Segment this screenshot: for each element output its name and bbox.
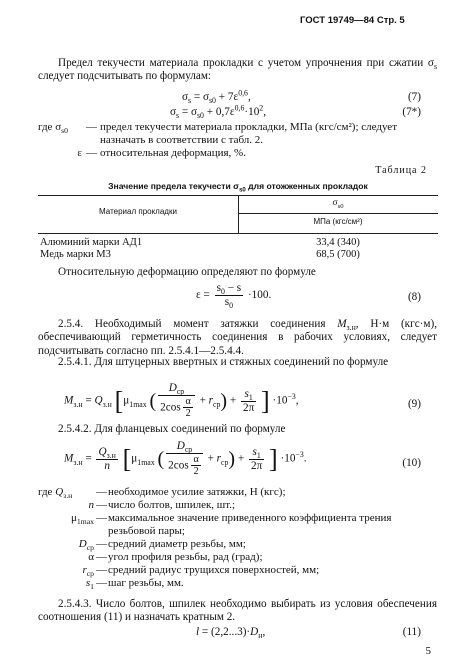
legend-text: число болтов, шпилек, шт.; (108, 498, 236, 511)
legend-symbol: где $Q_{з.н}$ (38, 486, 73, 501)
table-row-value: 68,5 (700) (316, 249, 360, 260)
legend-row (38, 551, 438, 564)
table-header-sigma: $\sigma_{s0}$ (332, 198, 344, 210)
def-dash: — (86, 121, 97, 133)
legend-symbol: α (88, 550, 94, 563)
legend-text: необходимое усилие затяжки, Н (кгс); (108, 486, 286, 498)
table-caption: Таблица 2 (375, 165, 427, 176)
formula-7s: $\sigma_s = \sigma_{s0} + 0,7\varepsilon^{0,6}\cdot 10^2$, (170, 103, 267, 121)
page-number: 5 (425, 645, 431, 657)
section-2-5-4: 2.5.4. Необходимый момент затяжки соединения $M_{з.н}$, Н·м (кгс·м), обеспечивающий герметичность соединения в рабочих условиях, следует подсчитывать согласно пп. 2.5.4.1—2.5.4.4. (38, 318, 437, 357)
formula-11: $l = (2,2...3)\cdot D_н$, (196, 626, 266, 641)
section-2-5-4-1: 2.5.4.1. Для штуцерных ввертных и стяжных соединений по формуле (58, 356, 389, 368)
formula-7: $\sigma_s = \sigma_{s0} + 7\varepsilon^{0,6}$, (182, 88, 251, 106)
legend-dash: — (96, 550, 107, 563)
table-row-material: Алюминий марки АД1 (40, 237, 143, 248)
section-2-5-4-2: 2.5.4.2. Для фланцевых соединений по формуле (58, 423, 286, 435)
legend-row (38, 577, 438, 590)
formula-9-number: (9) (407, 398, 421, 410)
symbol-legend (38, 486, 438, 590)
def-text: относительная деформация, %. (100, 147, 246, 160)
formula-8: ε = $\frac{s_0 - s}{s_0}$ ·100. (196, 282, 272, 311)
legend-text: средний радиус трущихся поверхностей, мм; (108, 563, 320, 576)
legend-row (38, 512, 438, 538)
legend-text: средний диаметр резьбы, мм; (108, 537, 246, 550)
sigma-definitions (38, 121, 438, 161)
def-text: предел текучести материала прокладки, МПа (кгс/см²); следует назначать в соответствии с табл. 2. (100, 121, 397, 147)
formula-8-number: (8) (407, 291, 421, 303)
legend-symbol: n (88, 498, 94, 511)
table-title: Значение предела текучести $\sigma_{s0}$ для отожженных прокладок (108, 181, 368, 194)
formula-10: $M_{з.н}$ = $\frac{Q_{з.н}}{n}$ [$\mu_{1max}$ ( $D_{ср}$ 2cos $\frac{\alpha}{2}$ + $r_{ср}$) + $\frac{s_1}{2\pi}$ ] $\cdot 10^{-3}$. (64, 440, 307, 478)
legend-symbol: $s_1$ (85, 576, 94, 591)
legend-text: угол профиля резьбы, рад (град); (108, 550, 263, 563)
formula-11-number: (11) (402, 626, 421, 638)
legend-dash: — (96, 498, 107, 511)
legend-dash: — (96, 563, 107, 576)
legend-row (38, 564, 438, 577)
table-header-material: Материал прокладки (99, 207, 177, 216)
legend-dash: — (96, 537, 107, 550)
page-header: ГОСТ 19749—84 Стр. 5 (300, 15, 405, 26)
legend-row (38, 538, 438, 551)
legend-dash: — (96, 576, 107, 589)
formula-9: $M_{з.н} = Q_{з.н}$ [$\mu_{1max}$ ( $D_{ср}$ 2cos $\frac{\alpha}{2}$ + $r_{ср}$) + $\frac{s_1}{2\pi}$ ] $\cdot 10^{-3}$, (64, 382, 299, 420)
relative-deformation-text: Относительную деформацию определяют по формуле (58, 266, 316, 278)
formula-7-number: (7) (407, 91, 421, 103)
legend-symbol: $D_{ср}$ (78, 537, 94, 553)
intro-paragraph: Предел текучести материала прокладки с учетом упрочнения при сжатии $\sigma_s$ следует подсчитывать по формулам: (38, 57, 437, 83)
def-symbol: где $\sigma_{s0}$ (38, 121, 68, 136)
formula-10-number: (10) (402, 457, 421, 469)
table-row-value: 33,4 (340) (316, 237, 360, 248)
table-header-units: МПа (кгс/см²) (313, 217, 363, 226)
legend-row (38, 499, 438, 512)
legend-row (38, 486, 438, 499)
def-dash: — (86, 147, 97, 160)
table-header-rule (38, 233, 438, 234)
formula-7s-number: (7*) (402, 106, 421, 118)
legend-dash: — (96, 511, 107, 524)
def-symbol: ε (77, 147, 82, 160)
table-row-material: Медь марки М3 (40, 249, 111, 260)
legend-text: шаг резьбы, мм. (108, 576, 184, 589)
legend-symbol: $r_{ср}$ (82, 563, 94, 578)
legend-symbol: $\mu_{1max}$ (71, 511, 94, 527)
legend-text: максимальное значение приведенного коэффициента трения резьбовой пары; (108, 511, 392, 537)
section-2-5-4-3: 2.5.4.3. Число болтов, шпилек необходимо выбирать из условия обеспечения соотношения (11) и назначать кратным 2. (38, 598, 437, 624)
table-subheader-rule (238, 213, 438, 214)
legend-dash: — (96, 486, 107, 498)
